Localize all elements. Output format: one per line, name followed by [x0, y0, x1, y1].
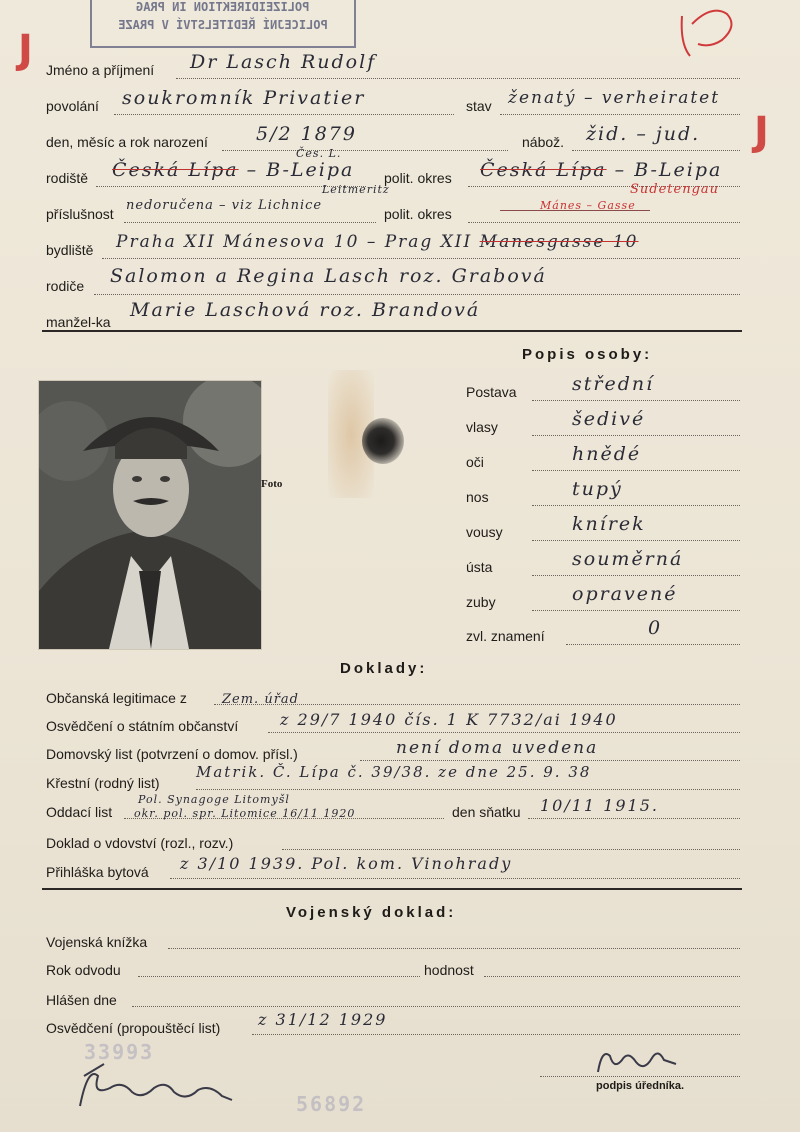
- description-line: [532, 435, 740, 436]
- birthplace-struck: Česká Lípa: [112, 159, 239, 181]
- domicile-label: Domovský list (potvrzení o domov. přísl.): [46, 746, 298, 762]
- birthplace-german: – B-Leipa: [246, 159, 355, 181]
- residence-struck: Manesgasse 10: [479, 232, 639, 252]
- birthplace-label: rodiště: [46, 170, 89, 186]
- cert-line: [268, 732, 740, 733]
- portrait-photo: [38, 380, 262, 650]
- name-label: Jméno a příjmení: [46, 62, 155, 78]
- description-label: vlasy: [466, 419, 498, 435]
- description-value: knírek: [572, 513, 646, 535]
- citizenship-value: nedoručena – viz Lichnice: [126, 198, 323, 213]
- conscription-year-label: Rok odvodu: [46, 962, 121, 978]
- j-mark-left: J: [18, 27, 33, 73]
- status-label: stav: [466, 98, 492, 114]
- birth-value: 5/2 1879: [256, 123, 357, 145]
- foto-label: Foto: [261, 478, 283, 490]
- religion-label: nábož.: [522, 134, 565, 150]
- citizenship-label: příslušnost: [46, 206, 114, 222]
- description-label: ústa: [466, 559, 493, 575]
- parents-label: rodiče: [46, 278, 85, 294]
- residence-czech: Praha XII Mánesova 10 – Prag XII: [116, 232, 473, 252]
- description-value: tupý: [572, 478, 623, 500]
- marriage-date-value: 10/11 1915.: [540, 796, 659, 815]
- cert-label: Osvědčení o státním občanství: [46, 718, 239, 734]
- military-heading: Vojenský doklad:: [286, 904, 457, 921]
- description-value: 0: [648, 617, 663, 639]
- residence-label: bydliště: [46, 242, 94, 258]
- description-label: oči: [466, 454, 484, 470]
- citizenship-line: [124, 222, 376, 223]
- description-value: opravené: [572, 583, 678, 605]
- discharge-line: [252, 1034, 740, 1035]
- widow-line: [282, 849, 740, 850]
- divider-1: [42, 330, 742, 332]
- registration-value: z 3/10 1939. Pol. kom. Vinohrady: [180, 854, 513, 873]
- conscription-year-line: [138, 976, 420, 977]
- description-line: [532, 540, 740, 541]
- marriage-date-line: [528, 818, 740, 819]
- description-heading: Popis osoby:: [522, 346, 653, 363]
- description-line: [532, 575, 740, 576]
- name-line: [176, 78, 740, 79]
- district2-line: [468, 222, 740, 223]
- description-label: zuby: [466, 594, 496, 610]
- ink-blot: [362, 418, 404, 464]
- description-label: zvl. znamení: [466, 628, 545, 644]
- birthplace-note: Čes. L.: [296, 147, 342, 160]
- religion-value: žid. – jud.: [586, 123, 701, 145]
- description-line: [532, 400, 740, 401]
- religion-line: [572, 150, 740, 151]
- occupation-line: [114, 114, 454, 115]
- military-book-line: [168, 948, 740, 949]
- spouse-value: Marie Laschová roz. Brandová: [130, 299, 481, 321]
- marriage-value: okr. pol. spr. Litomice 16/11 1920: [134, 807, 356, 820]
- description-value: šedivé: [572, 408, 646, 430]
- occupation-value: soukromník Privatier: [122, 87, 366, 109]
- district-german: – B-Leipa: [614, 159, 723, 181]
- j-mark-right: J: [754, 109, 769, 155]
- official-signature-line: [540, 1076, 740, 1077]
- birth-line: [222, 150, 508, 151]
- reported-label: Hlášen dne: [46, 992, 117, 1008]
- residence-value: [116, 232, 639, 252]
- residence-line: [102, 258, 740, 259]
- registration-label: Přihláška bytová: [46, 864, 149, 880]
- marriage-value-top: Pol. Synagoge Litomyšl: [138, 793, 290, 806]
- reported-line: [132, 1006, 740, 1007]
- name-value: Dr Lasch Rudolf: [190, 51, 377, 73]
- marriage-date-label: den sňatku: [452, 804, 521, 820]
- description-value: souměrná: [572, 548, 684, 570]
- handwritten-signature-left: [70, 1056, 240, 1116]
- baptism-label: Křestní (rodný list): [46, 775, 160, 791]
- stamp-line-2: POLICEJNÍ ŘEDITELSTVÍ V PRAZE: [118, 18, 328, 32]
- portrait-image: [39, 381, 261, 649]
- official-signature-label: podpis úředníka.: [596, 1080, 685, 1092]
- description-label: Postava: [466, 384, 517, 400]
- discharge-value: z 31/12 1929: [258, 1010, 388, 1029]
- military-book-label: Vojenská knížka: [46, 934, 148, 950]
- parents-value: Salomon a Regina Lasch roz. Grabová: [110, 265, 547, 287]
- district-struck: Česká Lípa: [480, 159, 607, 181]
- bleed-number-center: 56892: [296, 1092, 367, 1116]
- description-label: nos: [466, 489, 489, 505]
- description-value: střední: [572, 373, 655, 395]
- district-value: [480, 160, 722, 180]
- baptism-value: Matrik. Č. Lípa č. 39/38. ze dne 25. 9. 38: [196, 763, 592, 781]
- handwritten-signature-official: [592, 1042, 682, 1078]
- divider-2: [42, 888, 742, 890]
- citizenship-note: Leitmeritz: [322, 183, 390, 196]
- id-value: Zem. úřad: [222, 692, 299, 707]
- status-line: [500, 114, 740, 115]
- police-stamp: [90, 0, 356, 48]
- description-label: vousy: [466, 524, 503, 540]
- district2-label: polit. okres: [384, 206, 452, 222]
- occupation-label: povolání: [46, 98, 99, 114]
- description-line: [532, 470, 740, 471]
- rank-label: hodnost: [424, 962, 474, 978]
- id-label: Občanská legitimace z: [46, 690, 187, 706]
- cert-value: z 29/7 1940 čís. 1 K 7732/ai 1940: [280, 710, 618, 729]
- domicile-value: není doma uvedena: [396, 738, 599, 758]
- description-line: [532, 505, 740, 506]
- parents-line: [94, 294, 740, 295]
- registration-line: [170, 878, 740, 879]
- description-value: hnědé: [572, 443, 642, 465]
- rank-line: [484, 976, 740, 977]
- district2-note: Mánes – Gasse: [540, 199, 636, 212]
- marriage-label: Oddací list: [46, 804, 113, 820]
- discharge-label: Osvědčení (propouštěcí list): [46, 1020, 221, 1036]
- birth-label: den, měsíc a rok narození: [46, 134, 208, 150]
- stamp-line-1: POLIZEIDIREKTION IN PRAG: [136, 0, 310, 14]
- description-line: [566, 644, 740, 645]
- red-checkmark-icon: [672, 4, 742, 64]
- spouse-label: manžel-ka: [46, 314, 111, 330]
- widow-label: Doklad o vdovství (rozl., rozv.): [46, 835, 234, 851]
- description-line: [532, 610, 740, 611]
- district-note: Sudetengau: [630, 182, 720, 197]
- bleed-number-left: 33993: [84, 1040, 155, 1064]
- domicile-line: [360, 760, 740, 761]
- documents-heading: Doklady:: [340, 660, 428, 677]
- district-label: polit. okres: [384, 170, 452, 186]
- status-value: ženatý – verheiratet: [508, 88, 721, 108]
